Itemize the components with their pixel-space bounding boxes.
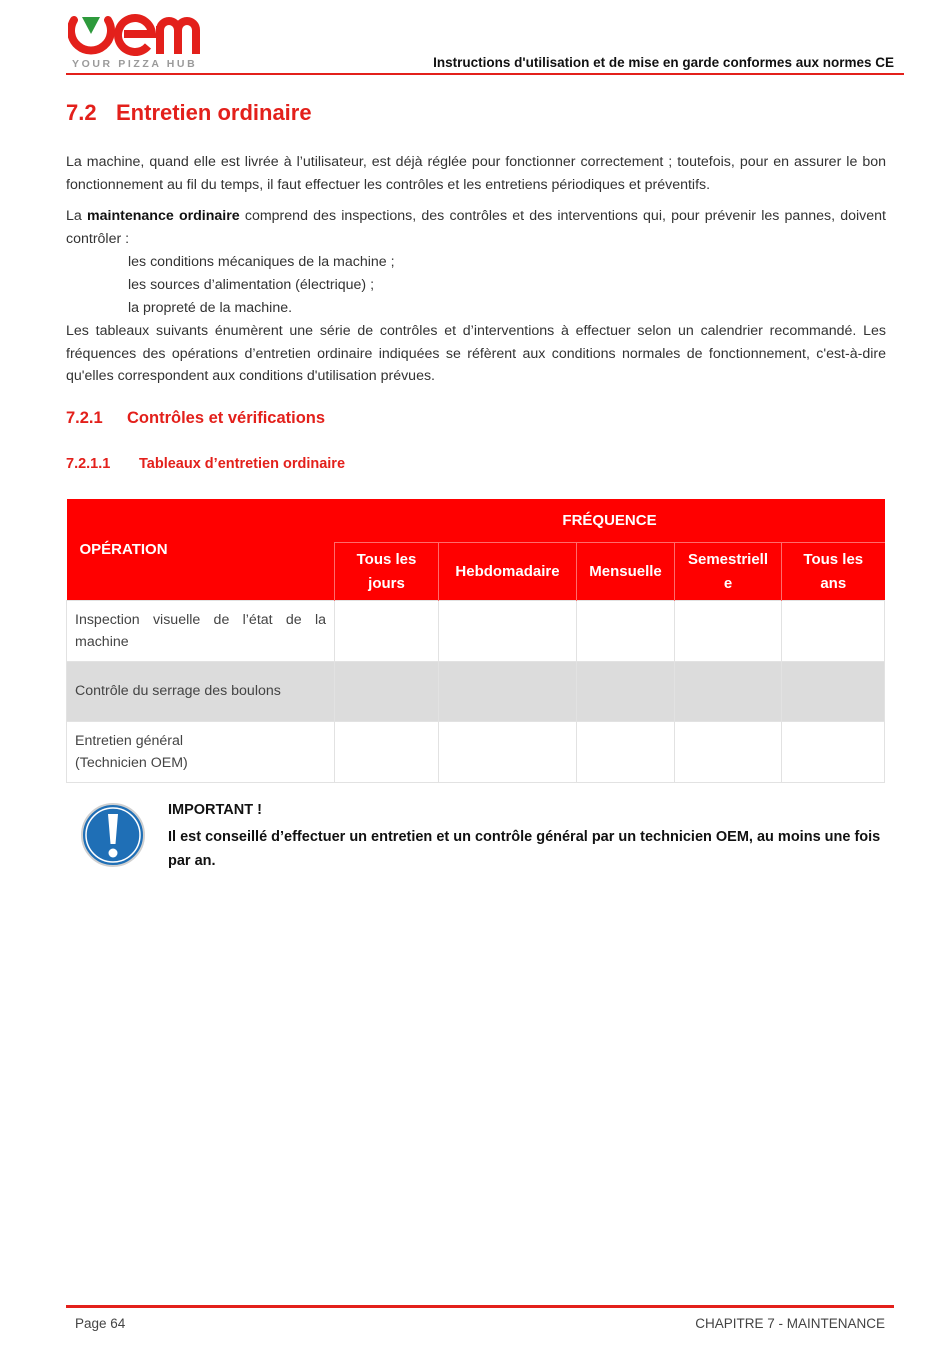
freq-cell	[335, 722, 439, 783]
footer-divider	[66, 1305, 894, 1308]
freq-cell	[675, 601, 782, 662]
freq-cell	[335, 662, 439, 722]
subsubsection-heading	[66, 456, 345, 472]
col-daily-line1: Tous les	[356, 550, 417, 568]
operation-cell	[67, 722, 335, 783]
freq-cell	[675, 722, 782, 783]
maintenance-suffix: comprend des inspections, des contrôles et des interventions qui, pour prévenir les pannes, doivent contrôler :	[66, 208, 886, 247]
freq-cell	[439, 722, 577, 783]
list-item: les sources d’alimentation (électrique) ;	[128, 277, 375, 293]
page-header	[0, 0, 950, 80]
col-daily-line2: jours	[368, 574, 405, 592]
freq-cell	[439, 662, 577, 722]
col-yearly-line1: Tous les	[803, 550, 864, 568]
mandatory-exclamation-icon	[80, 802, 146, 868]
freq-cell	[675, 662, 782, 722]
col-yearly	[782, 543, 885, 601]
col-semiannual-line2: e	[723, 574, 733, 592]
notice-text: Il est conseillé d’effectuer un entretien et un contrôle général par un technicien OEM, au moins une fois par an.	[168, 829, 881, 869]
subsection-number: 7.2.1	[66, 409, 103, 427]
freq-cell	[782, 601, 885, 662]
table-row	[67, 601, 885, 662]
maintenance-paragraph	[66, 205, 886, 250]
col-weekly	[439, 543, 577, 601]
operation-line: Entretien général	[75, 732, 184, 749]
logo-tagline: YOUR PIZZA HUB	[72, 58, 198, 70]
list-item: les conditions mécaniques de la machine ;	[128, 254, 395, 270]
oem-logo-mark	[68, 12, 218, 58]
freq-cell	[577, 722, 675, 783]
freq-cell	[577, 601, 675, 662]
subsection-heading	[66, 409, 325, 428]
subsubsection-title: Tableaux d’entretien ordinaire	[139, 456, 346, 472]
header-divider	[66, 73, 904, 75]
oem-logo	[68, 12, 218, 72]
list-item: la propreté de la machine.	[128, 300, 293, 316]
freq-cell	[782, 662, 885, 722]
col-monthly-label: Mensuelle	[589, 562, 662, 580]
intro-paragraph: La machine, quand elle est livrée à l’utilisateur, est déjà réglée pour fonctionner correctement ; toutefois, pour en assurer le bon fonctionnement au fil du temps, il faut effectuer les contrôles et les entretiens périodiques et préventifs.	[66, 154, 886, 193]
col-weekly-label: Hebdomadaire	[455, 562, 560, 580]
maintenance-prefix: La	[66, 208, 87, 224]
col-semiannual	[675, 543, 782, 601]
notice-title: IMPORTANT !	[168, 802, 262, 818]
frequency-header: FRÉQUENCE	[335, 499, 885, 543]
freq-cell	[335, 601, 439, 662]
operation-line: (Technicien OEM)	[75, 755, 188, 771]
operation-header: OPÉRATION	[67, 499, 335, 601]
page-number: Page 64	[75, 1316, 126, 1331]
maintenance-table	[66, 499, 885, 783]
section-heading	[66, 100, 312, 126]
table-row	[67, 722, 885, 783]
section-title: Entretien ordinaire	[116, 100, 312, 125]
table-row	[67, 662, 885, 722]
freq-cell	[439, 601, 577, 662]
freq-cell	[782, 722, 885, 783]
frequency-paragraph: Les tableaux suivants énumèrent une série de contrôles et d’interventions à effectuer selon un calendrier recommandé. Les fréquences des opérations d’entretien ordinaire indiquées se réfèrent aux conditions normales de fonctionnement, c'est-à-dire qu'elles correspondent aux conditions d'utilisation prévues.	[66, 323, 886, 384]
col-daily	[335, 543, 439, 601]
operation-cell: Contrôle du serrage des boulons	[67, 662, 335, 722]
section-number: 7.2	[66, 100, 97, 125]
document-title: Instructions d'utilisation et de mise en garde conformes aux normes CE	[433, 55, 894, 70]
subsection-title: Contrôles et vérifications	[127, 409, 326, 427]
chapter-label: CHAPITRE 7 - MAINTENANCE	[695, 1316, 885, 1331]
table-header-row	[67, 499, 885, 543]
freq-cell	[577, 662, 675, 722]
col-monthly	[577, 543, 675, 601]
maintenance-term: maintenance ordinaire	[87, 208, 240, 224]
col-yearly-line2: ans	[820, 574, 847, 592]
subsubsection-number: 7.2.1.1	[66, 456, 111, 472]
col-semiannual-line1: Semestriell	[687, 550, 769, 568]
operation-cell: Inspection visuelle de l’état de la machine	[67, 601, 335, 662]
